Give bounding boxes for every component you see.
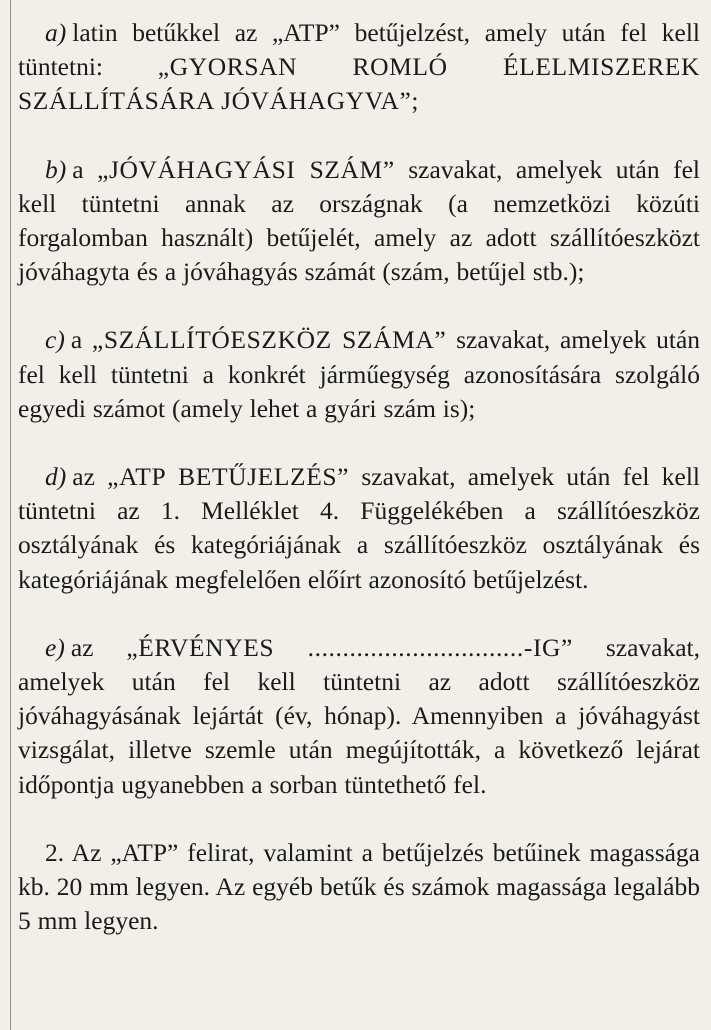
page-binding-edge — [10, 0, 11, 1030]
document-page — [18, 16, 700, 972]
paragraph-2 — [18, 836, 700, 939]
paragraph-tail: szavakat, amelyek után fel kell tüntetni az 1. Melléklet 4. Függelékében a szállítóeszköz osztályának és kategóriájának a szállítóeszköz osztályának és kategóriájának megfelelően előírt azonosító betűjelzést. — [18, 462, 701, 594]
paragraph-lead: a — [72, 154, 84, 184]
paragraph-text: 2. Az „ATP” felirat, valamint a betűjelzés betűinek magassága kb. 20 mm legyen. Az egyéb betűk és számok magassága legalább 5 mm legyen. — [18, 837, 700, 936]
paragraph-b — [18, 153, 700, 290]
paragraph-marker: d) — [45, 462, 67, 492]
paragraph-emphasis: „JÓVÁHAGYÁSI SZÁM” — [97, 154, 395, 184]
paragraph-tail: szavakat, amelyek után fel kell tüntetni annak az országnak (a nemzetközi közúti forgalomban használt) betűjelét, amely az adott szállítóeszközt jóváhagyta és a jóváhagyás számát (szám, betűjel stb.); — [18, 154, 701, 287]
paragraph-tail: szavakat, amelyek után fel kell tüntetni az adott szállítóeszköz jóváhagyásának lejártát (év, hónap). Amennyiben a jóváhagyást vizsgálat, illetve szemle után megújították, a következő lejárat időpontja ugyanebben a sorban tüntethető fel. — [18, 632, 701, 799]
paragraph-emphasis: „ÉRVÉNYES ...............................-IG” — [126, 632, 573, 662]
paragraph-e — [18, 631, 700, 802]
paragraph-emphasis: „ATP BETŰJELZÉS” — [107, 462, 350, 492]
paragraph-c — [18, 323, 700, 426]
paragraph-emphasis: „GYORSAN ROMLÓ ÉLELMISZEREK SZÁLLÍTÁSÁRA JÓVÁHAGYVA”; — [18, 52, 701, 116]
paragraph-marker: e) — [45, 632, 65, 662]
paragraph-marker: a) — [45, 18, 67, 47]
paragraph-lead: az — [72, 462, 95, 492]
paragraph-lead: latin betűkkel az „ATP” betűjelzést, amely után fel kell tüntetni: — [18, 18, 700, 82]
paragraph-a — [18, 16, 700, 119]
paragraph-lead: a — [70, 325, 83, 355]
paragraph-tail: szavakat, amelyek után fel kell tüntetni a konkrét járműegység azonosítására szolgáló egyedi számot (amely lehet a gyári szám is); — [18, 325, 701, 423]
paragraph-d — [18, 460, 700, 597]
paragraph-marker: c) — [45, 325, 65, 355]
paragraph-marker: b) — [45, 154, 67, 184]
paragraph-lead: az — [70, 632, 94, 662]
paragraph-emphasis: „SZÁLLÍTÓESZKÖZ SZÁMA” — [91, 325, 447, 355]
